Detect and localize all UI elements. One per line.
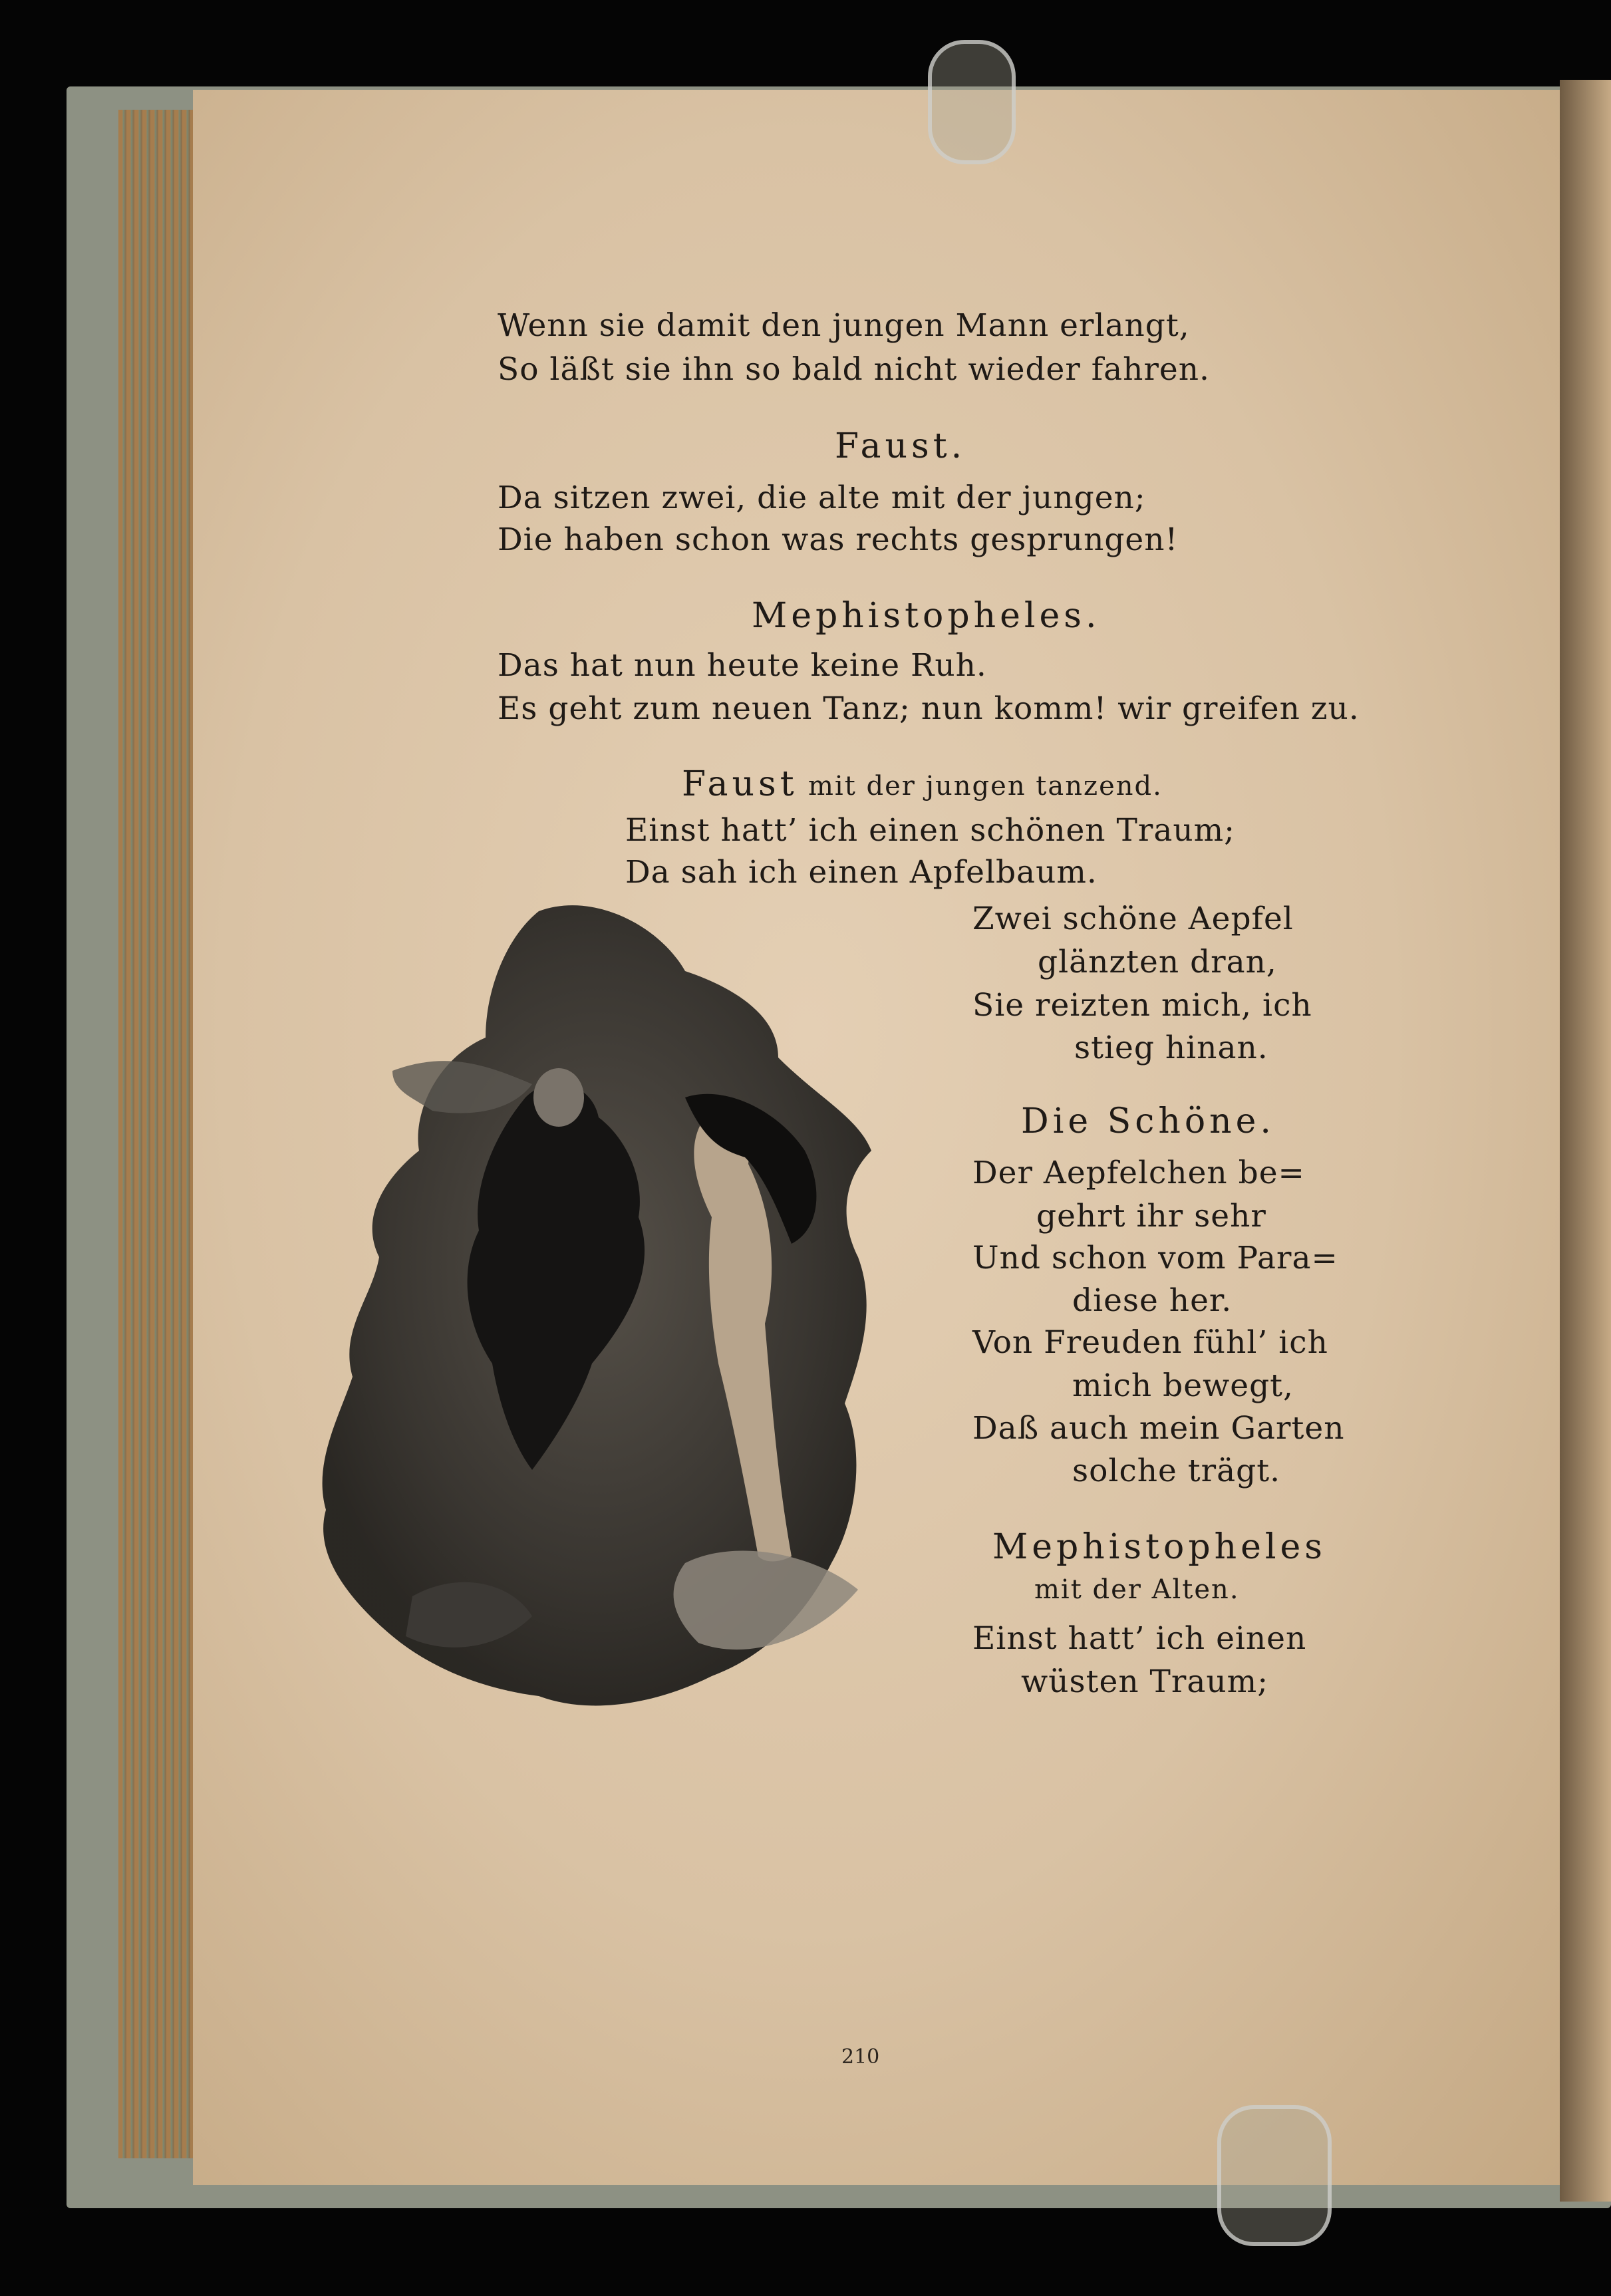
verse-line: Sie reizten mich, ich: [972, 987, 1312, 1024]
top-page-clip: [928, 40, 1016, 164]
verse-line: Wenn sie damit den jungen Mann erlangt,: [498, 307, 1190, 344]
page-edges: [118, 110, 198, 2158]
verse-line: Einst hatt’ ich einen schönen Traum;: [625, 812, 1236, 849]
speaker-heading: Faust.: [835, 426, 966, 466]
verse-line: wüsten Traum;: [1021, 1663, 1269, 1700]
verse-line: stieg hinan.: [1074, 1030, 1268, 1066]
bottom-page-clip: [1217, 2105, 1332, 2246]
facing-page-edge: [1560, 80, 1611, 2202]
page-number: 210: [841, 2045, 880, 2069]
verse-line: Es geht zum neuen Tanz; nun komm! wir greifen zu.: [498, 690, 1360, 727]
verse-line: glänzten dran,: [1038, 944, 1277, 980]
stage-direction: mit der jungen tanzend.: [808, 771, 1163, 801]
verse-line: mich bewegt,: [1072, 1367, 1294, 1404]
verse-line: So läßt sie ihn so bald nicht wieder fahren.: [498, 351, 1210, 388]
verse-line: Einst hatt’ ich einen: [972, 1620, 1307, 1657]
verse-line: Daß auch mein Garten: [972, 1410, 1345, 1447]
speaker-heading: Die Schöne.: [1021, 1101, 1275, 1141]
verse-line: Der Aepfelchen be=: [972, 1155, 1305, 1191]
stage-direction: mit der Alten.: [1034, 1574, 1240, 1605]
speaker-heading: Mephistopheles: [992, 1527, 1326, 1567]
verse-line: Und schon vom Para=: [972, 1240, 1338, 1276]
verse-line: gehrt ihr sehr: [1036, 1198, 1266, 1234]
faust-dance-illustration: [313, 898, 911, 1736]
verse-line: Da sitzen zwei, die alte mit der jungen;: [498, 480, 1146, 516]
verse-line: Die haben schon was rechts gesprungen!: [498, 521, 1179, 558]
verse-line: Zwei schöne Aepfel: [972, 901, 1294, 937]
verse-line: Von Freuden fühl’ ich: [972, 1324, 1328, 1361]
verse-line: Das hat nun heute keine Ruh.: [498, 647, 987, 684]
speaker-heading: Mephistopheles.: [752, 596, 1101, 636]
verse-line: diese her.: [1072, 1282, 1233, 1319]
speaker-heading: Faust: [682, 764, 798, 804]
verse-line: Da sah ich einen Apfelbaum.: [625, 854, 1098, 891]
verse-line: solche trägt.: [1072, 1453, 1281, 1489]
